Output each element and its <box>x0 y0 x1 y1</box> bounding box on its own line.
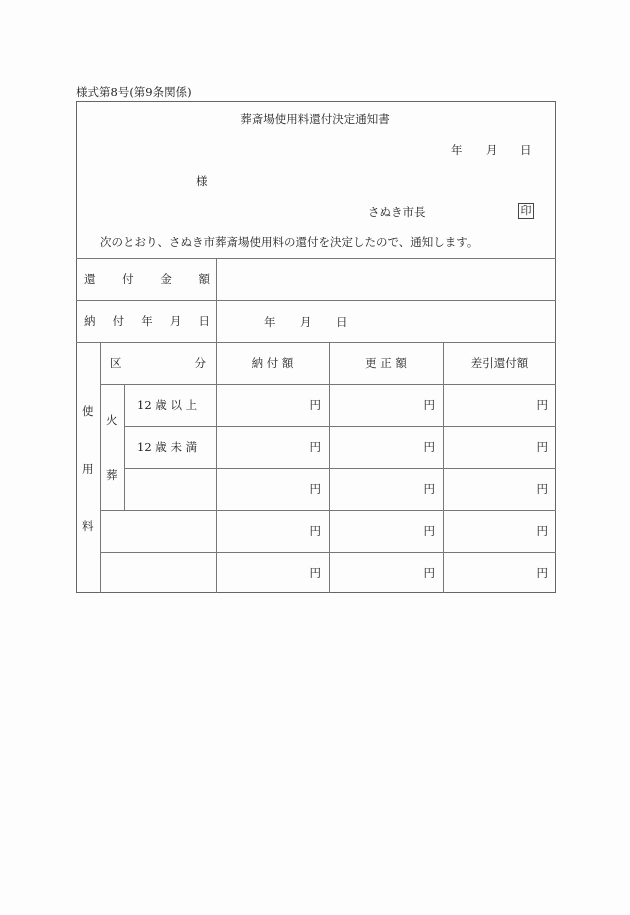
label-char: 日 <box>198 314 210 328</box>
cremation-label-2: 葬 <box>106 468 118 482</box>
date-month: 月 <box>486 143 498 157</box>
yen-cell[interactable]: 円 <box>536 398 548 412</box>
label-char: 付 <box>122 272 134 286</box>
yen-cell[interactable]: 円 <box>536 482 548 496</box>
label-char: 還 <box>84 272 96 286</box>
usage-fee-label-2: 用 <box>82 462 94 476</box>
yen-cell[interactable]: 円 <box>536 524 548 538</box>
seal-mark: 印 <box>518 203 534 219</box>
usage-fee-label-1: 使 <box>82 404 94 418</box>
notice-body-text: 次のとおり、さぬき市葬斎場使用料の還付を決定したので、通知します。 <box>100 235 479 249</box>
yen-cell[interactable]: 円 <box>536 440 548 454</box>
payment-date-month: 月 <box>300 315 312 329</box>
issuer-name: さぬき市長 <box>368 205 426 219</box>
label-char: 区 <box>110 356 122 370</box>
label-char: 年 <box>141 314 153 328</box>
yen-cell[interactable]: 円 <box>423 524 435 538</box>
yen-cell[interactable]: 円 <box>423 565 435 580</box>
form-number-caption: 様式第8号(第9条関係) <box>76 85 192 99</box>
yen-cell[interactable]: 円 <box>309 482 321 496</box>
category-12-and-over: 12 歳 以 上 <box>137 398 198 412</box>
label-char: 付 <box>112 314 125 328</box>
yen-cell[interactable]: 円 <box>309 440 321 454</box>
yen-cell[interactable]: 円 <box>423 482 435 496</box>
label-char: 月 <box>169 314 182 328</box>
label-char: 金 <box>160 272 172 286</box>
column-header-paid-amount: 納 付 額 <box>251 356 294 370</box>
payment-date-label <box>84 300 210 342</box>
addressee-suffix: 様 <box>196 174 208 188</box>
column-header-refund-amount: 差引還付額 <box>470 356 529 370</box>
payment-date-day: 日 <box>336 315 348 329</box>
yen-cell[interactable]: 円 <box>536 565 548 580</box>
refund-amount-label <box>84 258 210 300</box>
yen-cell[interactable]: 円 <box>309 398 321 412</box>
date-year: 年 <box>451 143 463 157</box>
yen-cell[interactable]: 円 <box>309 524 321 538</box>
label-char: 額 <box>198 272 210 286</box>
date-day: 日 <box>520 143 532 157</box>
refund-amount-field[interactable] <box>217 259 555 300</box>
label-char: 納 <box>84 314 96 328</box>
payment-date-year: 年 <box>264 315 276 329</box>
col-divider <box>124 384 125 510</box>
col-divider <box>100 342 101 593</box>
document-title: 葬斎場使用料還付決定通知書 <box>240 112 390 126</box>
cremation-label-1: 火 <box>106 413 118 427</box>
yen-cell[interactable]: 円 <box>423 440 435 454</box>
yen-cell[interactable]: 円 <box>309 565 321 580</box>
usage-fee-label-3: 料 <box>82 519 94 533</box>
category-under-12: 12 歳 未 満 <box>137 440 198 454</box>
category-header <box>110 342 206 384</box>
column-header-corrected-amount: 更 正 額 <box>365 356 407 370</box>
label-char: 分 <box>194 356 206 370</box>
yen-cell[interactable]: 円 <box>423 398 435 412</box>
